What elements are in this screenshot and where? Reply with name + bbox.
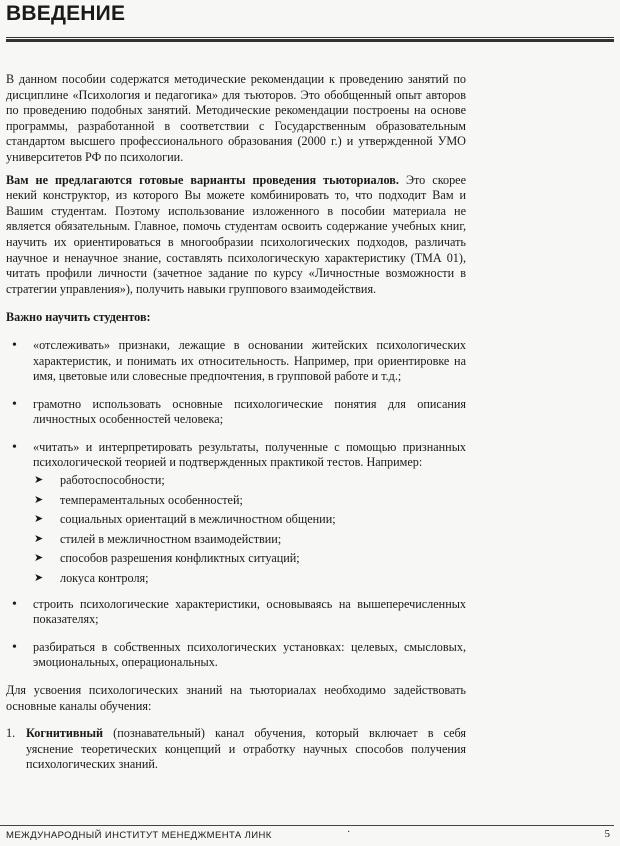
sublist-item: ➤ социальных ориентаций в межличностном общении; bbox=[34, 512, 336, 527]
page-title: ВВЕДЕНИЕ bbox=[6, 2, 126, 25]
channel-term: Когнитивный bbox=[26, 726, 104, 741]
arrow-bullet-icon: ➤ bbox=[34, 474, 44, 487]
arrow-bullet-icon: ➤ bbox=[34, 493, 44, 506]
sublist-item: ➤ способов разрешения конфликтных ситуаций; bbox=[34, 551, 300, 566]
footer-institute: МЕЖДУНАРОДНЫЙ ИНСТИТУТ МЕНЕДЖМЕНТА ЛИНК bbox=[6, 830, 272, 841]
sublist-item: ➤ локуса контроля; bbox=[34, 571, 149, 586]
channel-text: (познавательный) канал обучения, который включает в себя уяснение теоретических концепций и отработку научных способов получения психологических знаний. bbox=[26, 726, 466, 772]
skills-list bbox=[6, 338, 466, 671]
paragraph-lead: Вам не предлагаются готовые варианты проведения тьюториалов. bbox=[6, 172, 399, 187]
channels-intro: Для усвоения психологических знаний на тьюториалах необходимо задействовать основные каналы обучения: bbox=[6, 683, 466, 713]
list-item-text: «читать» и интерпретировать результаты, полученные с помощью признанных психологической теорией и подтвержденных практикой тестов. Например: bbox=[33, 439, 466, 470]
intro-paragraph: В данном пособии содержатся методические рекомендации к проведению занятий по дисциплине «Психология и педагогика» для тьюторов. Это обобщенный опыт авторов по проведению подобных занятий. Методические рекомендации построены на основе программы, разработанной в соответствии с Государственным образовательным стандартом высшего профессионального образования (2000 г.) и утвержденной УМО университетов РФ по психологии. bbox=[6, 72, 466, 164]
footer-rule bbox=[0, 825, 614, 826]
page-body bbox=[6, 72, 466, 773]
arrow-bullet-icon: ➤ bbox=[34, 552, 44, 565]
sublist-item: ➤ работоспособности; bbox=[34, 473, 165, 488]
paragraph-constructor bbox=[6, 173, 466, 298]
channel-number: 1. bbox=[6, 726, 16, 741]
list-item: • разбираться в собственных психологических установках: целевых, смысловых, эмоциональных, операциональных. bbox=[6, 640, 466, 671]
list-item: • строить психологические характеристики, основываясь на вышеперечисленных показателях; bbox=[6, 597, 466, 628]
footer-dot: · bbox=[347, 827, 351, 838]
arrow-bullet-icon: ➤ bbox=[34, 513, 44, 526]
tests-sublist bbox=[33, 473, 466, 587]
arrow-bullet-icon: ➤ bbox=[34, 572, 44, 585]
list-item: • грамотно использовать основные психологические понятия для описания личностных особенностей человека; bbox=[6, 397, 466, 428]
channel-item bbox=[6, 726, 466, 773]
page-number: 5 bbox=[604, 828, 610, 840]
teach-heading: Важно научить студентов: bbox=[6, 310, 151, 325]
arrow-bullet-icon: ➤ bbox=[34, 532, 44, 545]
sublist-item: ➤ стилей в межличностном взаимодействии; bbox=[34, 531, 282, 546]
list-item bbox=[6, 440, 466, 587]
paragraph-text: Это скорее некий конструктор, из которого Вы можете комбинировать то, что подходит Вам и Вашим студентам. Поэтому использование изложенного в пособии материала не является обязательным. Главное, помочь студентам освоить содержание учебных книг, научить их ориентироваться в многообразии психологических подходов, различать научное и ненаучное знание, составлять психологическую характеристику (ТМА 01), читать профили личности (зачетное задание по курсу «Личностные возможности в стратегии управления»), получить навыки группового взаимодействия. bbox=[6, 172, 467, 296]
header-rule bbox=[6, 37, 614, 42]
list-item: • «отслеживать» признаки, лежащие в основании житейских психологических характеристик, и понимать их относительность. Например, при ориентировке на имя, цветовые или словесные предпочтения, в групповой работе и т.д.; bbox=[6, 338, 466, 385]
sublist-item: ➤ темпераментальных особенностей; bbox=[34, 492, 243, 507]
